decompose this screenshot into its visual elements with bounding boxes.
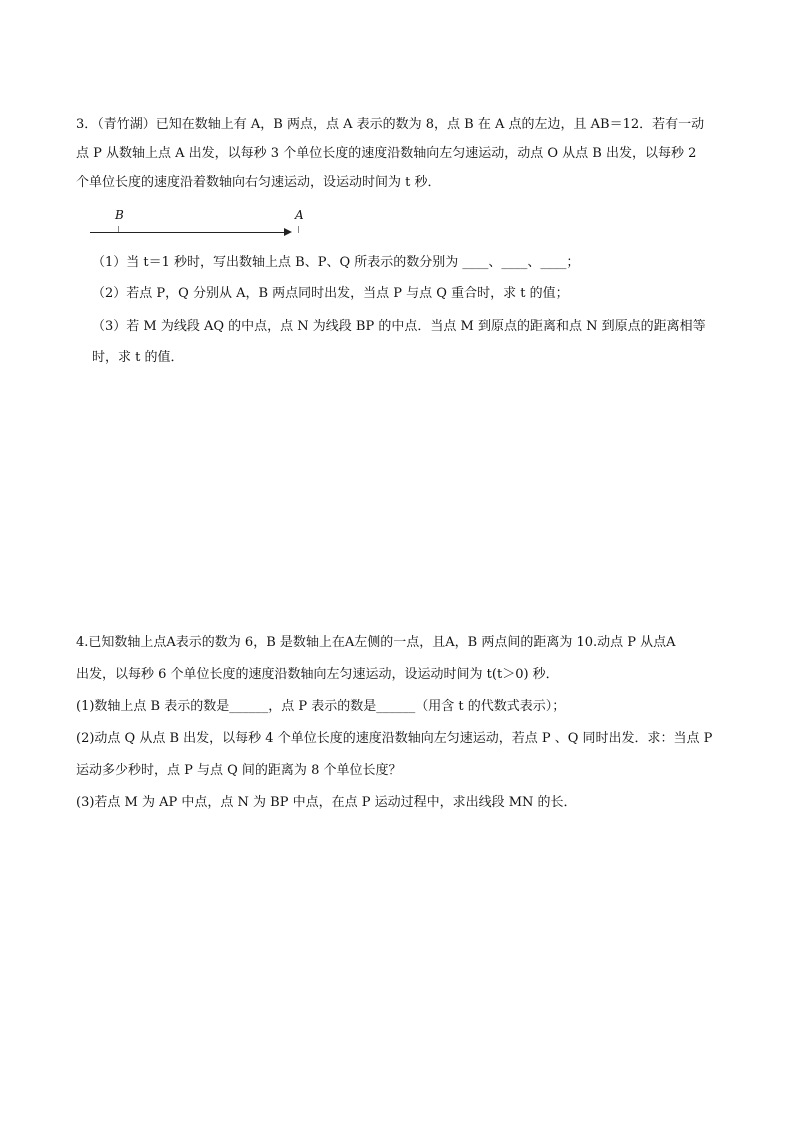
q3-part-2: （2）若点 P，Q 分别从 A，B 两点同时出发，当点 P 与点 Q 重合时，求 t 的值； (92, 286, 569, 301)
q3-part-1: （1）当 t＝1 秒时，写出数轴上点 B、P、Q 所表示的数分别为 ____、____、____； (92, 255, 580, 270)
q4-stem-line-2: 出发，以每秒 6 个单位长度的速度沿数轴向左匀速运动，设运动时间为 t(t＞0) 秒． (76, 667, 559, 682)
q3-stem-line-1: 3．（青竹湖）已知在数轴上有 A，B 两点，点 A 表示的数为 8，点 B 在 A 点的左边，且 AB＝12．若有一动 (76, 117, 705, 132)
point-a-tick (298, 226, 299, 233)
q4-part-2-line-2: 运动多少秒时，点 P 与点 Q 间的距离为 8 个单位长度？ (76, 763, 402, 778)
q3-stem-line-2: 点 P 从数轴上点 A 出发，以每秒 3 个单位长度的速度沿数轴向左匀速运动，动点 O 从点 B 出发，以每秒 2 (76, 146, 697, 161)
q4-part-3: (3)若点 M 为 AP 中点，点 N 为 BP 中点，在点 P 运动过程中，求出线段 MN 的长． (76, 795, 577, 810)
q3-part-3-line-1: （3）若 M 为线段 AQ 的中点，点 N 为线段 BP 的中点．当点 M 到原点的距离和点 N 到原点的距离相等 (92, 319, 706, 334)
number-line-arrow (284, 228, 292, 236)
q3-part-3-line-2: 时，求 t 的值． (92, 350, 184, 365)
q4-part-1: (1)数轴上点 B 表示的数是______，点 P 表示的数是______（用含 t 的代数式表示）； (76, 699, 566, 714)
q3-stem-line-3: 个单位长度的速度沿着数轴向右匀速运动，设运动时间为 t 秒． (76, 175, 441, 190)
point-b-label: B (115, 208, 124, 222)
point-a-label: A (295, 208, 304, 222)
number-line-axis (90, 232, 285, 233)
number-line-diagram (90, 204, 304, 238)
q4-stem-line-1: 4.已知数轴上点A表示的数为 6，B 是数轴上在A左侧的一点，且A，B 两点间的距离为 10.动点 P 从点A (76, 635, 676, 650)
q4-part-2-line-1: (2)动点 Q 从点 B 出发，以每秒 4 个单位长度的速度沿数轴向左匀速运动，若点 P 、Q 同时出发．求：当点 P (76, 731, 713, 746)
